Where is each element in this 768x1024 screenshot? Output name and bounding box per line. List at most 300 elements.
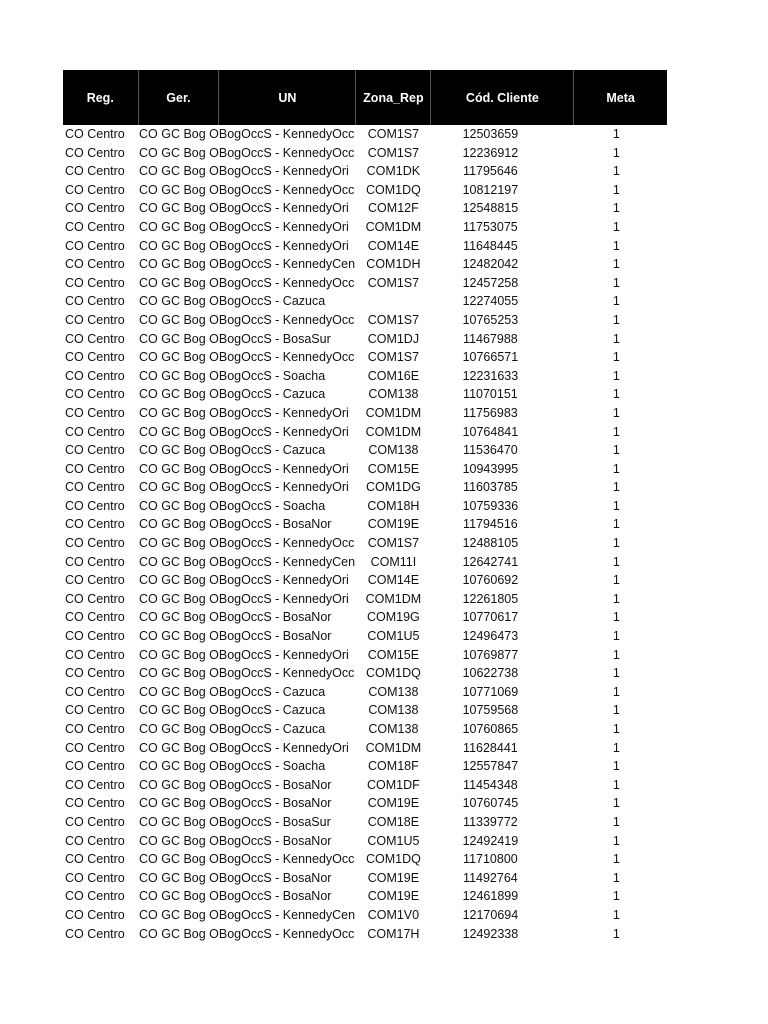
cell-zona-rep: COM14E [367, 573, 420, 588]
cell-reg: CO Centro [65, 331, 125, 346]
cell-meta: 1 [612, 796, 620, 811]
header-reg: Reg. [63, 70, 138, 125]
cell-cod-cliente: 11795646 [463, 164, 518, 179]
cell-ger: CO GC Bog O [139, 647, 219, 662]
table-row [63, 404, 667, 423]
table-row [63, 478, 667, 497]
cell-zona-rep: COM11I [370, 554, 417, 569]
table-row [63, 646, 667, 665]
table-row [63, 739, 667, 758]
cell-reg: CO Centro [65, 610, 125, 625]
cell-zona-rep: COM19E [367, 889, 420, 904]
cell-reg: CO Centro [65, 852, 125, 867]
cell-meta: 1 [612, 368, 620, 383]
cell-cod-cliente: 10943995 [462, 461, 519, 476]
cell-meta: 1 [612, 907, 620, 922]
cell-ger: CO GC Bog O [139, 257, 219, 272]
cell-un: BogOccS - Soacha [218, 498, 326, 513]
table-row [63, 385, 667, 404]
cell-meta: 1 [612, 517, 620, 532]
cell-un: BogOccS - KennedyOri [218, 740, 349, 755]
cell-cod-cliente: 11536470 [463, 443, 518, 458]
cell-reg: CO Centro [65, 554, 125, 569]
cell-reg: CO Centro [65, 498, 125, 513]
cell-ger: CO GC Bog O [139, 852, 219, 867]
cell-zona-rep: COM1S7 [367, 127, 420, 141]
cell-un: BogOccS - KennedyOcc [218, 536, 355, 551]
cell-meta: 1 [612, 666, 620, 681]
table-row [63, 199, 667, 218]
cell-cod-cliente: 11603785 [463, 480, 518, 495]
cell-meta: 1 [612, 647, 620, 662]
cell-un: BogOccS - KennedyOcc [218, 182, 355, 197]
cell-cod-cliente: 12236912 [462, 145, 519, 160]
cell-meta: 1 [612, 201, 620, 216]
cell-zona-rep: COM1DQ [365, 852, 421, 867]
cell-meta: 1 [612, 405, 620, 420]
cell-ger: CO GC Bog O [139, 833, 219, 848]
cell-reg: CO Centro [65, 405, 125, 420]
cell-meta: 1 [612, 312, 620, 327]
cell-meta: 1 [612, 852, 620, 867]
cell-reg: CO Centro [65, 350, 125, 365]
cell-meta: 1 [612, 182, 620, 197]
cell-zona-rep: COM138 [368, 387, 419, 402]
cell-meta: 1 [612, 238, 620, 253]
cell-cod-cliente: 11628441 [463, 740, 518, 755]
cell-ger: CO GC Bog O [139, 591, 219, 606]
cell-cod-cliente: 11648445 [463, 238, 518, 253]
table-row [63, 925, 667, 944]
cell-reg: CO Centro [65, 238, 125, 253]
cell-meta: 1 [612, 889, 620, 904]
cell-un: BogOccS - KennedyOri [218, 201, 349, 216]
cell-meta: 1 [612, 703, 620, 718]
cell-reg: CO Centro [65, 666, 125, 681]
cell-cod-cliente: 10760745 [462, 796, 519, 811]
cell-un: BogOccS - KennedyOcc [218, 666, 355, 681]
cell-ger: CO GC Bog O [139, 145, 219, 160]
table-row [63, 720, 667, 739]
table-row [63, 497, 667, 516]
cell-cod-cliente: 11794516 [463, 517, 518, 532]
cell-ger: CO GC Bog O [139, 703, 219, 718]
table-row [63, 515, 667, 534]
table-row [63, 144, 667, 163]
cell-zona-rep: COM12F [368, 201, 419, 216]
cell-zona-rep: COM1DM [365, 591, 422, 606]
cell-zona-rep: COM138 [368, 703, 419, 718]
cell-cod-cliente: 10760865 [462, 722, 519, 736]
header-ger: Ger. [138, 70, 219, 125]
cell-zona-rep: COM19G [366, 610, 420, 625]
cell-reg: CO Centro [65, 777, 125, 792]
cell-reg: CO Centro [65, 703, 125, 718]
cell-zona-rep: COM1DM [365, 405, 422, 420]
cell-reg: CO Centro [65, 573, 125, 588]
table-row [63, 813, 667, 832]
cell-cod-cliente: 11467988 [463, 331, 518, 346]
cell-un: BogOccS - KennedyOcc [218, 312, 355, 327]
table-row [63, 683, 667, 702]
cell-reg: CO Centro [65, 387, 125, 402]
cell-ger: CO GC Bog O [139, 554, 219, 569]
cell-zona-rep: COM16E [367, 368, 420, 383]
cell-un: BogOccS - KennedyOcc [218, 275, 355, 290]
cell-zona-rep: COM19E [367, 517, 420, 532]
cell-zona-rep: COM18H [367, 498, 420, 513]
cell-meta: 1 [612, 722, 620, 736]
cell-meta: 1 [612, 833, 620, 848]
cell-ger: CO GC Bog O [139, 461, 219, 476]
cell-un: BogOccS - KennedyOcc [218, 350, 355, 365]
cell-zona-rep: COM1U5 [367, 833, 420, 848]
cell-un: BogOccS - BosaNor [218, 610, 332, 625]
cell-cod-cliente: 11454348 [463, 777, 518, 792]
cell-cod-cliente: 12261805 [462, 591, 519, 606]
cell-un: BogOccS - BosaNor [218, 870, 332, 885]
cell-reg: CO Centro [65, 127, 125, 141]
cell-ger: CO GC Bog O [139, 629, 219, 644]
cell-reg: CO Centro [65, 591, 125, 606]
cell-ger: CO GC Bog O [139, 424, 219, 439]
cell-meta: 1 [612, 610, 620, 625]
table-row [63, 460, 667, 479]
cell-ger: CO GC Bog O [139, 387, 219, 402]
cell-cod-cliente: 12642741 [462, 554, 519, 569]
cell-un: BogOccS - BosaNor [218, 517, 332, 532]
table-row [63, 311, 667, 330]
cell-cod-cliente: 11339772 [463, 814, 518, 829]
cell-reg: CO Centro [65, 424, 125, 439]
cell-reg: CO Centro [65, 926, 125, 941]
cell-cod-cliente: 12557847 [462, 759, 519, 774]
cell-reg: CO Centro [65, 647, 125, 662]
cell-ger: CO GC Bog O [139, 740, 219, 755]
cell-meta: 1 [612, 387, 620, 402]
cell-un: BogOccS - KennedyOcc [218, 145, 355, 160]
table-row [63, 832, 667, 851]
cell-reg: CO Centro [65, 219, 125, 234]
cell-un: BogOccS - KennedyOcc [218, 852, 355, 867]
header-row [63, 70, 667, 125]
cell-reg: CO Centro [65, 461, 125, 476]
cell-ger: CO GC Bog O [139, 127, 219, 141]
cell-ger: CO GC Bog O [139, 907, 219, 922]
table-row [63, 627, 667, 646]
cell-ger: CO GC Bog O [139, 164, 219, 179]
table-row [63, 571, 667, 590]
cell-un: BogOccS - BosaNor [218, 777, 332, 792]
table-row [63, 776, 667, 795]
cell-ger: CO GC Bog O [139, 610, 219, 625]
cell-zona-rep: COM1DM [365, 740, 422, 755]
table-row [63, 757, 667, 776]
cell-reg: CO Centro [65, 443, 125, 458]
cell-meta: 1 [612, 498, 620, 513]
cell-meta: 1 [612, 629, 620, 644]
cell-ger: CO GC Bog O [139, 219, 219, 234]
table-row [63, 534, 667, 553]
cell-un: BogOccS - Cazuca [218, 684, 326, 699]
cell-zona-rep: COM1U5 [367, 629, 420, 644]
cell-cod-cliente: 11756983 [463, 405, 518, 420]
cell-ger: CO GC Bog O [139, 312, 219, 327]
table-row [63, 608, 667, 627]
cell-zona-rep: COM1DK [366, 164, 421, 179]
table-row [63, 292, 667, 311]
cell-ger: CO GC Bog O [139, 722, 219, 736]
cell-ger: CO GC Bog O [139, 480, 219, 495]
cell-un: BogOccS - KennedyCen [218, 554, 356, 569]
cell-ger: CO GC Bog O [139, 684, 219, 699]
cell-cod-cliente: 10766571 [462, 350, 519, 365]
cell-cod-cliente: 11070151 [463, 387, 518, 402]
cell-ger: CO GC Bog O [139, 331, 219, 346]
cell-reg: CO Centro [65, 870, 125, 885]
cell-reg: CO Centro [65, 833, 125, 848]
table-row [63, 162, 667, 181]
cell-ger: CO GC Bog O [139, 294, 219, 309]
cell-meta: 1 [612, 926, 620, 941]
table-row [63, 125, 667, 144]
cell-meta: 1 [612, 164, 620, 179]
cell-ger: CO GC Bog O [139, 517, 219, 532]
cell-un: BogOccS - BosaSur [218, 814, 331, 829]
cell-meta: 1 [612, 461, 620, 476]
cell-zona-rep: COM1DJ [367, 331, 420, 346]
cell-ger: CO GC Bog O [139, 536, 219, 551]
cell-meta: 1 [612, 443, 620, 458]
cell-reg: CO Centro [65, 201, 125, 216]
cell-reg: CO Centro [65, 312, 125, 327]
cell-ger: CO GC Bog O [139, 182, 219, 197]
cell-zona-rep: COM1DQ [365, 182, 421, 197]
cell-meta: 1 [612, 219, 620, 234]
table-row [63, 664, 667, 683]
cell-zona-rep: COM1DH [366, 257, 421, 272]
cell-zona-rep: COM17H [367, 926, 420, 941]
cell-zona-rep [356, 292, 431, 311]
cell-cod-cliente: 12274055 [462, 294, 519, 309]
cell-ger: CO GC Bog O [139, 405, 219, 420]
header-meta: Meta [574, 70, 667, 125]
cell-cod-cliente: 10770617 [462, 610, 519, 625]
table-row [63, 181, 667, 200]
cell-cod-cliente: 10812197 [462, 182, 519, 197]
cell-un: BogOccS - KennedyOri [218, 405, 349, 420]
cell-ger: CO GC Bog O [139, 573, 219, 588]
cell-ger: CO GC Bog O [139, 666, 219, 681]
cell-meta: 1 [612, 536, 620, 551]
cell-un: BogOccS - KennedyCen [218, 257, 356, 272]
cell-cod-cliente: 12482042 [462, 257, 519, 272]
cell-ger: CO GC Bog O [139, 814, 219, 829]
table-row [63, 553, 667, 572]
cell-cod-cliente: 10622738 [462, 666, 519, 681]
header-un: UN [219, 70, 356, 125]
cell-zona-rep: COM1S7 [367, 145, 420, 160]
cell-reg: CO Centro [65, 684, 125, 699]
cell-meta: 1 [612, 480, 620, 495]
table-row [63, 423, 667, 442]
header-cod-cliente: Cód. Cliente [431, 70, 574, 125]
cell-un: BogOccS - KennedyCen [218, 907, 356, 922]
cell-un: BogOccS - BosaNor [218, 796, 332, 811]
cell-meta: 1 [612, 684, 620, 699]
cell-reg: CO Centro [65, 814, 125, 829]
cell-reg: CO Centro [65, 907, 125, 922]
cell-un: BogOccS - BosaNor [218, 889, 332, 904]
cell-meta: 1 [612, 554, 620, 569]
cell-un: BogOccS - Soacha [218, 368, 326, 383]
table-row [63, 869, 667, 888]
cell-zona-rep: COM15E [367, 647, 420, 662]
cell-zona-rep: COM1DQ [365, 666, 421, 681]
cell-reg: CO Centro [65, 629, 125, 644]
cell-zona-rep: COM18E [367, 814, 420, 829]
cell-reg: CO Centro [65, 889, 125, 904]
cell-ger: CO GC Bog O [139, 759, 219, 774]
cell-meta: 1 [612, 573, 620, 588]
cell-reg: CO Centro [65, 275, 125, 290]
table-row [63, 367, 667, 386]
cell-cod-cliente: 11492764 [463, 870, 518, 885]
table-row [63, 906, 667, 925]
cell-un: BogOccS - Cazuca [218, 722, 326, 736]
table-row [63, 887, 667, 906]
table-row [63, 237, 667, 256]
cell-zona-rep: COM1DF [367, 777, 420, 792]
cell-un: BogOccS - BosaNor [218, 833, 332, 848]
cell-cod-cliente: 12492338 [462, 926, 519, 941]
cell-un: BogOccS - Cazuca [218, 387, 326, 402]
cell-reg: CO Centro [65, 368, 125, 383]
cell-un: BogOccS - KennedyOri [218, 647, 349, 662]
cell-reg: CO Centro [65, 759, 125, 774]
cell-meta: 1 [612, 145, 620, 160]
cell-un: BogOccS - Cazuca [218, 294, 326, 309]
cell-reg: CO Centro [65, 145, 125, 160]
cell-zona-rep: COM1S7 [367, 275, 420, 290]
cell-zona-rep: COM1DG [365, 480, 421, 495]
table-row [63, 348, 667, 367]
cell-meta: 1 [612, 275, 620, 290]
table-header [63, 70, 667, 125]
cell-un: BogOccS - KennedyOri [218, 591, 349, 606]
cell-un: BogOccS - KennedyOri [218, 573, 349, 588]
cell-ger: CO GC Bog O [139, 777, 219, 792]
cell-zona-rep: COM1DM [365, 424, 422, 439]
cell-zona-rep: COM138 [368, 443, 419, 458]
cell-un: BogOccS - Cazuca [218, 443, 326, 458]
cell-cod-cliente: 12496473 [462, 629, 519, 644]
table-row [63, 330, 667, 349]
cell-cod-cliente: 12488105 [462, 536, 519, 551]
cell-meta: 1 [612, 740, 620, 755]
cell-cod-cliente: 12492419 [462, 833, 519, 848]
cell-ger: CO GC Bog O [139, 350, 219, 365]
cell-zona-rep: COM1S7 [367, 536, 420, 551]
cell-reg: CO Centro [65, 257, 125, 272]
cell-ger: CO GC Bog O [139, 889, 219, 904]
cell-cod-cliente: 10771069 [462, 684, 519, 699]
cell-zona-rep: COM1DM [365, 219, 422, 234]
cell-ger: CO GC Bog O [139, 201, 219, 216]
cell-zona-rep: COM19E [367, 796, 420, 811]
cell-un: BogOccS - Cazuca [218, 703, 326, 718]
cell-un: BogOccS - KennedyOri [218, 238, 349, 253]
cell-ger: CO GC Bog O [139, 443, 219, 458]
cell-meta: 1 [612, 591, 620, 606]
cell-cod-cliente: 10765253 [462, 312, 519, 327]
cell-cod-cliente: 12170694 [462, 907, 519, 922]
cell-un: BogOccS - KennedyOcc [218, 926, 355, 941]
cell-cod-cliente: 12503659 [462, 127, 519, 141]
cell-ger: CO GC Bog O [139, 870, 219, 885]
cell-meta: 1 [612, 350, 620, 365]
cell-ger: CO GC Bog O [139, 498, 219, 513]
table-row [63, 701, 667, 720]
cell-cod-cliente: 11710800 [463, 852, 518, 867]
cell-ger: CO GC Bog O [139, 796, 219, 811]
cell-zona-rep: COM14E [367, 238, 420, 253]
cell-un: BogOccS - KennedyOri [218, 219, 349, 234]
cell-ger: CO GC Bog O [139, 368, 219, 383]
table-row [63, 218, 667, 237]
table-body [63, 125, 667, 943]
cell-un: BogOccS - KennedyOri [218, 461, 349, 476]
cell-meta: 1 [612, 870, 620, 885]
cell-meta: 1 [612, 331, 620, 346]
cell-reg: CO Centro [65, 517, 125, 532]
table-row [63, 850, 667, 869]
cell-zona-rep: COM138 [368, 722, 419, 736]
cell-reg: CO Centro [65, 480, 125, 495]
cell-reg: CO Centro [65, 722, 125, 736]
cell-cod-cliente: 10769877 [462, 647, 519, 662]
table-row [63, 794, 667, 813]
cell-cod-cliente: 11753075 [463, 219, 518, 234]
cell-meta: 1 [612, 294, 620, 309]
cell-un: BogOccS - KennedyOcc [218, 127, 355, 141]
cell-un: BogOccS - BosaNor [218, 629, 332, 644]
cell-un: BogOccS - KennedyOri [218, 424, 349, 439]
cell-un: BogOccS - KennedyOri [218, 480, 349, 495]
cell-meta: 1 [612, 127, 620, 141]
cell-cod-cliente: 10764841 [462, 424, 519, 439]
cell-zona-rep: COM1S7 [367, 350, 420, 365]
cell-zona-rep: COM138 [368, 684, 419, 699]
header-zona-rep: Zona_Rep [356, 70, 431, 125]
cell-zona-rep: COM18F [368, 759, 419, 774]
cell-cod-cliente: 10759568 [462, 703, 519, 718]
cell-zona-rep: COM15E [367, 461, 420, 476]
cell-cod-cliente: 10759336 [462, 498, 519, 513]
cell-cod-cliente: 12548815 [462, 201, 519, 216]
cell-meta: 1 [612, 257, 620, 272]
cell-cod-cliente: 10760692 [462, 573, 519, 588]
table-row [63, 274, 667, 293]
cell-cod-cliente: 12231633 [462, 368, 519, 383]
cell-reg: CO Centro [65, 294, 125, 309]
cell-reg: CO Centro [65, 796, 125, 811]
cell-cod-cliente: 12457258 [462, 275, 519, 290]
cell-meta: 1 [612, 759, 620, 774]
cell-un: BogOccS - Soacha [218, 759, 326, 774]
cell-meta: 1 [612, 777, 620, 792]
cell-reg: CO Centro [65, 536, 125, 551]
